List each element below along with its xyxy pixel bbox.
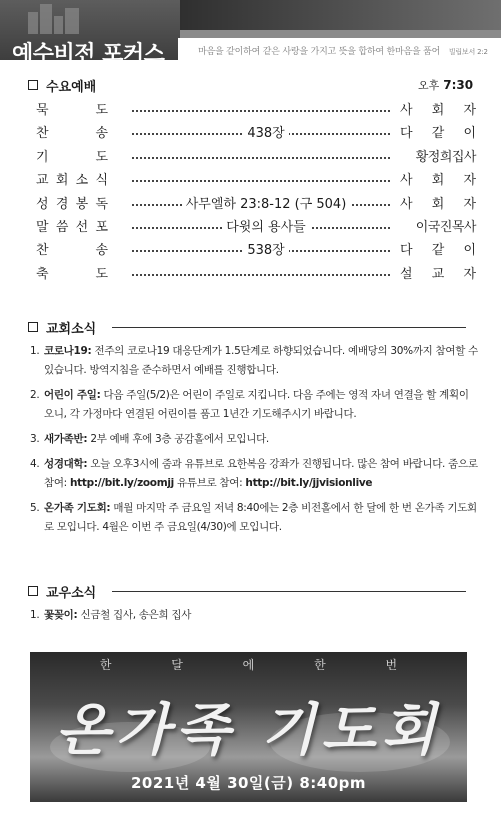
order-row	[36, 146, 476, 169]
item-title: 새가족반:	[44, 433, 88, 445]
order-detail-text: 다윗의 용사들	[222, 220, 309, 235]
service-time-value: 7:30	[443, 78, 474, 92]
order-row	[36, 263, 476, 286]
poster-subtitle	[30, 656, 467, 673]
checkbox-square-icon	[28, 322, 38, 332]
order-row	[36, 99, 476, 122]
news-list	[30, 342, 478, 543]
poster-date: 2021년 4월 30일(금) 8:40pm	[130, 774, 367, 792]
zoom-link[interactable]: http://bit.ly/zoomjj	[69, 477, 174, 489]
item-text: 매월 마지막 주 금요일 저녁 8:40에는 2층 비전홀에서 한 달에 한 번 온가족 기도회로 모입니다. 4월은 이번 주 금요일(4/30)에 모입니다.	[44, 502, 477, 533]
order-leader: 사 회 자	[400, 103, 476, 118]
slogan-text: 마음을 같이하여 같은 사랑을 가지고 뜻을 합하여 한마음을 품어	[198, 47, 441, 57]
poster-subtitle-char: 달	[171, 658, 183, 672]
list-item	[30, 455, 478, 493]
item-text: 다음 주일(5/2)은 어린이 주일로 지킵니다. 다음 주에는 영적 자녀 연결을 할 계획이오니, 각 가정마다 연결된 어린이를 품고 1년간 기도해주시기 바랍니다.	[44, 389, 469, 420]
order-item: 교 회 소 식	[36, 173, 108, 189]
item-text: 2부 예배 후에 3층 공감홀에서 모입니다.	[90, 433, 269, 445]
poster-subtitle-char: 에	[242, 658, 255, 672]
order-item: 기 도	[36, 149, 108, 165]
youtube-link[interactable]: http://bit.ly/jjvisionlive	[245, 477, 373, 489]
item-text: 오늘 오후3시에 줌과 유튜브로 요한복음 강좌가 진행됩니다. 많은 참여 바랍니다. 줌으로 참여:	[44, 458, 478, 489]
list-item	[30, 606, 478, 625]
item-title: 코로나19:	[44, 345, 92, 357]
order-item: 축 도	[36, 266, 108, 282]
item-title: 온가족 기도회:	[44, 502, 111, 514]
order-row	[36, 216, 476, 239]
list-item	[30, 342, 478, 380]
item-number: 5.	[30, 502, 40, 514]
order-leader: 다 같 이	[400, 243, 476, 259]
order-leader: 이국진목사	[415, 220, 476, 235]
members-divider	[112, 591, 466, 592]
order-item: 찬 송	[36, 126, 108, 142]
worship-heading-text: 수요예배	[46, 80, 97, 95]
order-row	[36, 169, 476, 192]
item-text: 신금철 집사, 송은희 집사	[80, 609, 192, 621]
header-banner	[0, 0, 501, 67]
item-number: 4.	[30, 458, 40, 470]
prayer-meeting-poster	[30, 652, 467, 802]
order-detail-text: 438장	[243, 126, 288, 141]
dotted-leader	[132, 274, 390, 276]
item-number: 1.	[30, 609, 40, 621]
poster-subtitle-char: 번	[385, 658, 398, 672]
news-heading-text: 교회소식	[46, 322, 97, 337]
order-item: 말 씀 선 포	[36, 220, 108, 235]
order-leader: 사 회 자	[400, 196, 476, 212]
members-list	[30, 606, 478, 631]
order-row	[36, 239, 476, 262]
worship-heading	[28, 76, 96, 95]
order-leader: 황정희집사	[415, 149, 476, 165]
item-text: 전주의 코로나19 대응단계가 1.5단계로 하향되었습니다. 예배당의 30%까지 참여할 수 있습니다. 방역지침을 준수하면서 예배를 진행합니다.	[44, 345, 478, 376]
slogan-verse: 빌립보서 2:2	[448, 48, 488, 56]
checkbox-square-icon	[28, 586, 38, 596]
dotted-leader	[132, 110, 390, 112]
poster-title: 온가족 기도회	[55, 697, 442, 763]
news-heading	[28, 318, 96, 337]
poster-subtitle-char: 한	[99, 658, 112, 672]
item-title: 성경대학:	[44, 458, 88, 470]
service-time-label: 오후	[418, 79, 440, 92]
banner-title: 예수비전 포커스	[12, 42, 165, 67]
dotted-leader	[132, 157, 390, 159]
order-row	[36, 122, 476, 145]
dotted-leader	[132, 180, 390, 182]
members-heading-text: 교우소식	[46, 586, 97, 601]
order-item: 묵 도	[36, 103, 108, 118]
order-leader: 다 같 이	[400, 126, 476, 142]
item-number: 3.	[30, 433, 40, 445]
list-item	[30, 386, 478, 424]
banner-slogan	[198, 44, 488, 57]
order-leader: 설 교 자	[400, 266, 476, 282]
list-item	[30, 430, 478, 449]
banner-stripe	[180, 0, 501, 30]
building-skyline-icon	[28, 4, 88, 34]
list-item	[30, 499, 478, 537]
order-item: 성 경 봉 독	[36, 196, 108, 212]
item-title: 꽃꽂이:	[44, 609, 78, 621]
order-row	[36, 193, 476, 216]
service-time	[418, 77, 473, 93]
order-leader: 사 회 자	[400, 173, 476, 189]
poster-subtitle-char: 한	[314, 658, 326, 672]
item-number: 1.	[30, 345, 40, 357]
order-item: 찬 송	[36, 243, 108, 259]
checkbox-square-icon	[28, 80, 38, 90]
item-number: 2.	[30, 389, 40, 401]
order-detail-text: 사무엘하 23:8-12 (구 504)	[182, 197, 351, 212]
order-detail-text: 538장	[243, 243, 288, 258]
item-title: 어린이 주일:	[44, 389, 101, 401]
item-text: 유튜브로 참여:	[177, 477, 243, 489]
news-divider	[112, 327, 466, 328]
members-heading	[28, 582, 96, 601]
